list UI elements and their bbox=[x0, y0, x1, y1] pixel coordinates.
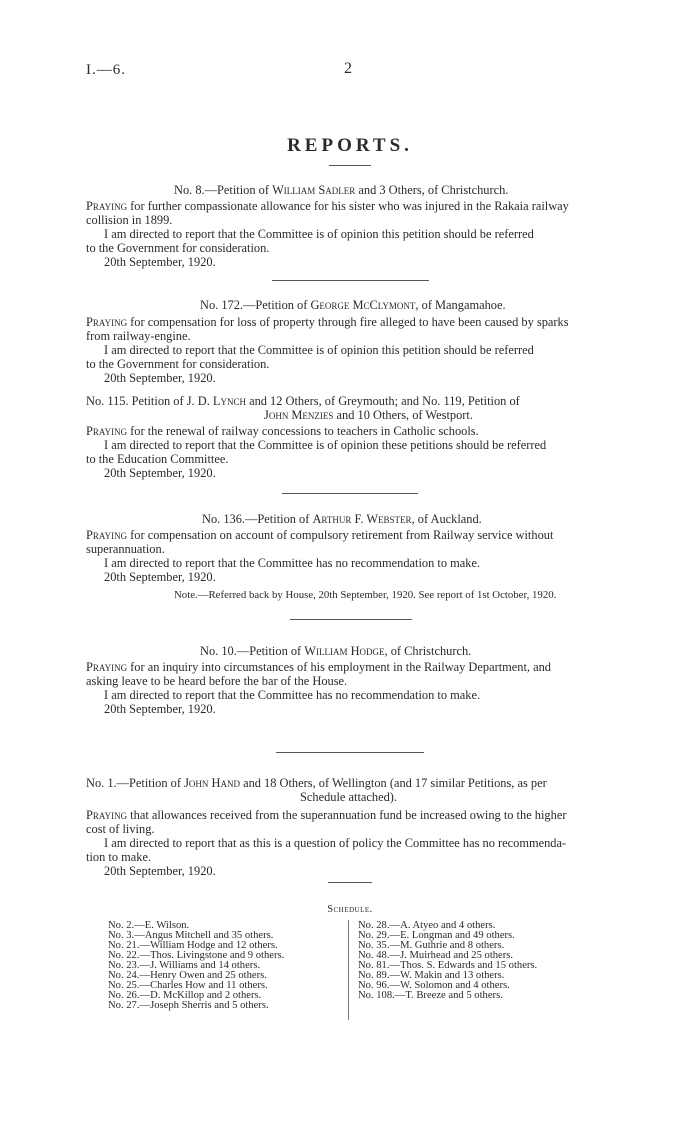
petition-prayer: Praying for compensation on account of compulsory retirement from Railway service without bbox=[86, 528, 554, 542]
petition-report-cont: to the Education Committee. bbox=[86, 452, 229, 466]
petition-date: 20th September, 1920. bbox=[104, 255, 216, 269]
petition-report: I am directed to report that the Committee is of opinion this petition should be referred bbox=[104, 227, 534, 241]
petition-prayer: Praying for an inquiry into circumstances of his employment in the Railway Department, and bbox=[86, 660, 552, 674]
petition-prayer: Praying for further compassionate allowance for his sister who was injured in the Rakaia railway bbox=[86, 199, 569, 213]
petition-report-cont: tion to make. bbox=[86, 850, 152, 864]
petition-report: I am directed to report that the Committee is of opinion these petitions should be referred bbox=[104, 438, 547, 452]
schedule-entry: No. 28.—A. Atyeo and 4 others. bbox=[358, 920, 496, 931]
petition-date: 20th September, 1920. bbox=[104, 466, 216, 480]
schedule-entry: No. 48.—J. Muirhead and 25 others. bbox=[358, 950, 514, 961]
section-divider bbox=[328, 882, 372, 883]
schedule-entry: No. 29.—E. Longman and 49 others. bbox=[358, 930, 515, 941]
petition-date: 20th September, 1920. bbox=[104, 570, 216, 584]
petition-report: I am directed to report that the Committee has no recommendation to make. bbox=[104, 556, 481, 570]
petition-prayer: Praying for compensation for loss of property through fire alleged to have been caused by sparks bbox=[86, 315, 569, 329]
petition-title: No. 115. Petition of J. D. Lynch and 12 Others, of Greymouth; and No. 119, Petition of bbox=[86, 394, 520, 408]
petition-title-cont: Schedule attached). bbox=[300, 790, 398, 804]
petition-date: 20th September, 1920. bbox=[104, 864, 216, 878]
schedule-entry: No. 89.—W. Makin and 13 others. bbox=[358, 970, 505, 981]
petition-report-cont: to the Government for consideration. bbox=[86, 357, 270, 371]
schedule-entry: No. 81.—Thos. S. Edwards and 15 others. bbox=[358, 960, 538, 971]
petition-prayer-cont: from railway-engine. bbox=[86, 329, 191, 343]
petition-note: Note.—Referred back by House, 20th September, 1920. See report of 1st October, 1920. bbox=[174, 589, 557, 601]
petition-report: I am directed to report that the Committee has no recommendation to make. bbox=[104, 688, 481, 702]
petition-title: No. 136.—Petition of Arthur F. Webster, of Auckland. bbox=[202, 512, 482, 526]
schedule-entry: No. 27.—Joseph Sherris and 5 others. bbox=[108, 1000, 269, 1011]
petition-title: No. 10.—Petition of William Hodge, of Christchurch. bbox=[200, 644, 472, 658]
page-title: REPORTS. bbox=[287, 135, 413, 156]
petition-date: 20th September, 1920. bbox=[104, 371, 216, 385]
petition-prayer-cont: cost of living. bbox=[86, 822, 155, 836]
section-divider bbox=[276, 752, 424, 753]
petition-prayer-cont: collision in 1899. bbox=[86, 213, 173, 227]
petition-title: No. 1.—Petition of John Hand and 18 Others, of Wellington (and 17 similar Petitions, as per bbox=[86, 776, 547, 790]
petition-title: No. 172.—Petition of George McClymont, of Mangamahoe. bbox=[200, 298, 506, 312]
schedule-entry: No. 96.—W. Solomon and 4 others. bbox=[358, 980, 510, 991]
petition-date: 20th September, 1920. bbox=[104, 702, 216, 716]
schedule-entry: No. 3.—Angus Mitchell and 35 others. bbox=[108, 930, 274, 941]
petition-prayer: Praying for the renewal of railway concessions to teachers in Catholic schools. bbox=[86, 424, 479, 438]
schedule-entry: No. 108.—T. Breeze and 5 others. bbox=[358, 990, 503, 1001]
document-reference: I.—6. bbox=[86, 62, 126, 78]
petition-report-cont: to the Government for consideration. bbox=[86, 241, 270, 255]
petition-prayer: Praying that allowances received from the superannuation fund be increased owing to the higher bbox=[86, 808, 567, 822]
petition-report: I am directed to report that as this is a question of policy the Committee has no recommenda- bbox=[104, 836, 567, 850]
schedule-entry: No. 24.—Henry Owen and 25 others. bbox=[108, 970, 267, 981]
petition-prayer-cont: asking leave to be heard before the bar of the House. bbox=[86, 674, 348, 688]
section-divider bbox=[290, 619, 412, 620]
page-number: 2 bbox=[344, 60, 352, 77]
petition-report: I am directed to report that the Committee is of opinion this petition should be referred bbox=[104, 343, 534, 357]
section-divider bbox=[272, 280, 429, 281]
schedule-entry: No. 22.—Thos. Livingstone and 9 others. bbox=[108, 950, 285, 961]
petition-title: No. 8.—Petition of William Sadler and 3 Others, of Christchurch. bbox=[174, 183, 509, 197]
section-divider bbox=[282, 493, 418, 494]
schedule-entry: No. 35.—M. Guthrie and 8 others. bbox=[358, 940, 505, 951]
schedule-entry: No. 2.—E. Wilson. bbox=[108, 920, 190, 931]
schedule-entry: No. 21.—William Hodge and 12 others. bbox=[108, 940, 278, 951]
schedule-entry: No. 23.—J. Williams and 14 others. bbox=[108, 960, 261, 971]
petition-prayer-cont: superannuation. bbox=[86, 542, 165, 556]
schedule-column-divider bbox=[348, 920, 349, 1020]
schedule-heading: Schedule. bbox=[327, 904, 373, 915]
schedule-entry: No. 26.—D. McKillop and 2 others. bbox=[108, 990, 262, 1001]
schedule-entry: No. 25.—Charles How and 11 others. bbox=[108, 980, 268, 991]
petition-title-cont: John Menzies and 10 Others, of Westport. bbox=[264, 408, 473, 422]
title-divider bbox=[329, 165, 371, 166]
